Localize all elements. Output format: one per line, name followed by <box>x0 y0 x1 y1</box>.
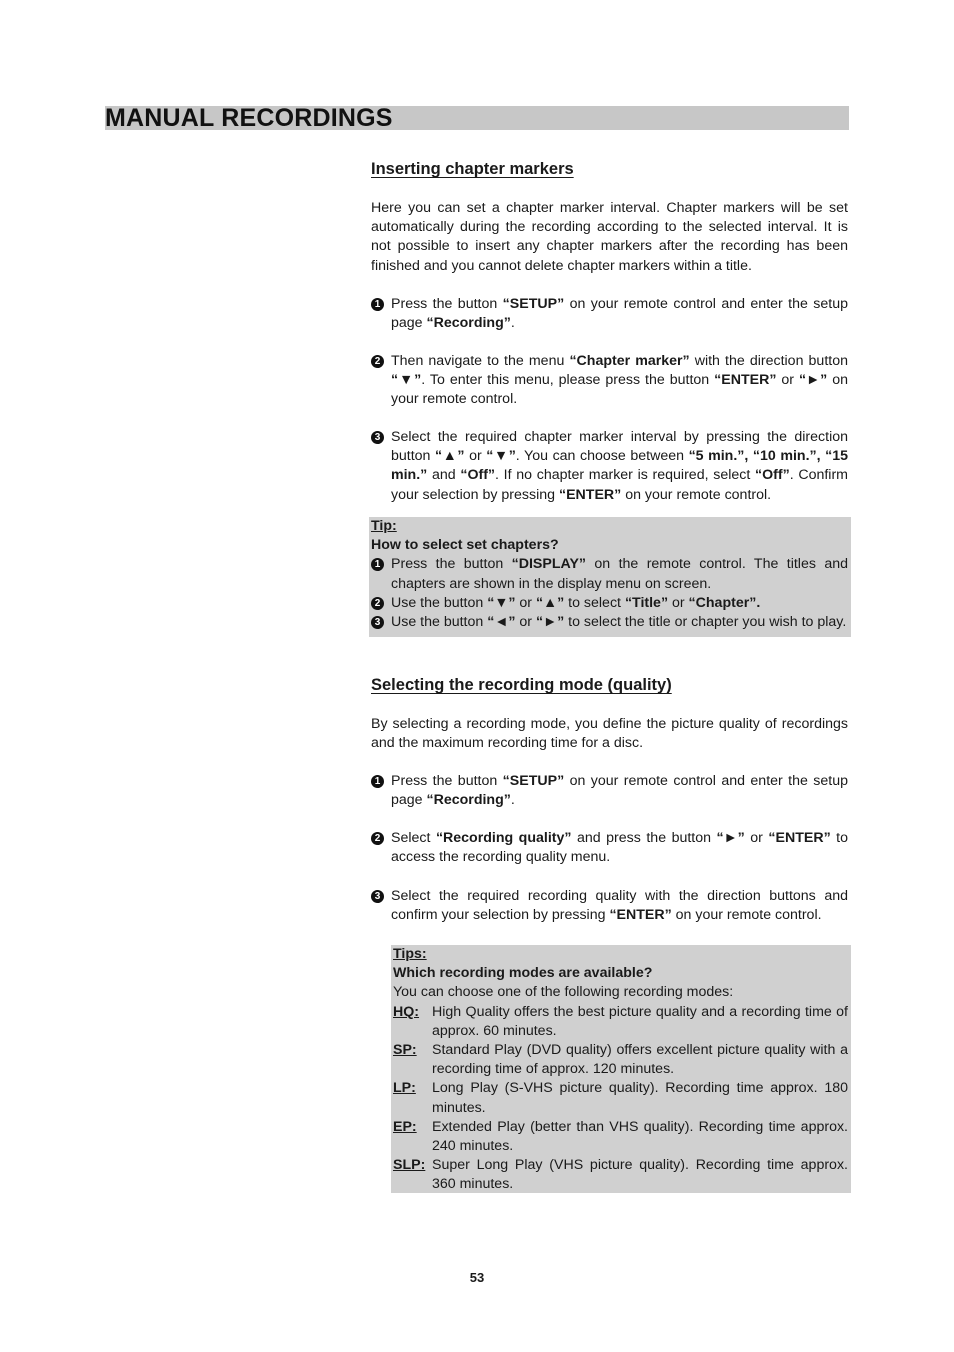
emphasis-text: “▼” <box>486 448 516 465</box>
mode-row-hq <box>393 1003 848 1041</box>
tip-label: Tip: <box>371 518 397 534</box>
step-number-badge: 1 <box>371 558 384 571</box>
step-text: Press the button “SETUP” on your remote control and enter the setup page “Recording”. <box>391 296 849 332</box>
chapter-tip-box <box>369 517 851 637</box>
emphasis-text: “ENTER” <box>609 907 672 924</box>
step-text: Then navigate to the menu “Chapter marker” with the direction button “▼”. To enter this menu, please press the button “ENTER” or “►” on your remote control. <box>391 353 848 408</box>
emphasis-text: “Recording” <box>426 792 511 809</box>
emphasis-text: “Off” <box>755 467 790 484</box>
step-number-badge: 1 <box>371 298 384 311</box>
emphasis-text: “Recording quality” <box>435 830 572 846</box>
tip-step-text: Use the button “▼” or “▲” to select “Title” or “Chapter”. <box>391 594 761 611</box>
section-heading-recording-mode: Selecting the recording mode (quality) <box>371 676 672 694</box>
quality-step-2 <box>371 829 848 867</box>
emphasis-text: “Title” <box>624 594 669 611</box>
mode-row-slp <box>393 1156 848 1194</box>
mode-row-ep <box>393 1118 848 1156</box>
emphasis-text: “DISPLAY” <box>511 556 586 573</box>
mode-description: Standard Play (DVD quality) offers excellent picture quality with a recording time of approx. 120 minutes. <box>432 1042 848 1078</box>
step-number-badge: 2 <box>371 355 384 368</box>
tip-step-text: Press the button “DISPLAY” on the remote control. The titles and chapters are shown in the display menu on screen. <box>391 556 848 592</box>
mode-code: SLP: <box>393 1157 426 1174</box>
step-number-badge: 3 <box>371 431 384 444</box>
section-heading-chapter-markers: Inserting chapter markers <box>371 160 574 178</box>
emphasis-text: “▼” <box>487 594 516 611</box>
emphasis-text: “SETUP” <box>502 296 565 312</box>
chapter-step-2 <box>371 352 848 410</box>
step-text: Select the required chapter marker interval by pressing the direction button “▲” or “▼”. You can choose between “5 min.”, “10 min.”, “15 min.” and “Off”. If no chapter marker is required, select “Off”. Confirm your selection by pressing “ENTER” on your remote control. <box>391 429 848 503</box>
emphasis-text: “Off” <box>460 467 496 484</box>
emphasis-text: “►” <box>535 614 565 631</box>
tip-step-1 <box>371 555 851 593</box>
title-banner <box>105 106 849 130</box>
tip-step-text: Use the button “◄” or “►” to select the title or chapter you wish to play. <box>391 614 847 631</box>
emphasis-text: “►” <box>799 372 828 389</box>
tips-label: Tips: <box>393 946 427 962</box>
tips-question: Which recording modes are available? <box>393 965 653 982</box>
mode-code: LP: <box>393 1080 416 1097</box>
emphasis-text: “ENTER” <box>768 830 831 846</box>
step-number-badge: 2 <box>371 832 384 845</box>
step-number-badge: 1 <box>371 775 384 788</box>
mode-code: HQ: <box>393 1003 420 1020</box>
step-number-badge: 2 <box>371 597 384 610</box>
tip-question: How to select set chapters? <box>371 537 559 554</box>
tip-step-3 <box>371 613 851 632</box>
mode-description: High Quality offers the best picture quality and a recording time of approx. 60 minutes. <box>432 1003 848 1039</box>
step-number-badge: 3 <box>371 890 384 903</box>
step-text: Press the button “SETUP” on your remote control and enter the setup page “Recording”. <box>391 773 849 809</box>
emphasis-text: “►” <box>716 830 745 846</box>
step-text: Select “Recording quality” and press the button “►” or “ENTER” to access the recording quality menu. <box>391 830 849 866</box>
step-text: Select the required recording quality with the direction buttons and confirm your selection by pressing “ENTER” on your remote control. <box>391 888 848 924</box>
chapter-step-3 <box>371 428 848 505</box>
tip-step-2 <box>371 594 851 613</box>
quality-tips-box <box>391 945 851 1193</box>
mode-description: Extended Play (better than VHS quality). Recording time approx. 240 minutes. <box>432 1118 848 1155</box>
tips-lead: You can choose one of the following recording modes: <box>393 984 734 1001</box>
emphasis-text: “Chapter marker” <box>569 353 690 369</box>
mode-description: Super Long Play (VHS picture quality). Recording time approx. 360 minutes. <box>432 1157 848 1193</box>
emphasis-text: “SETUP” <box>502 773 565 789</box>
mode-code: EP: <box>393 1118 417 1135</box>
mode-row-lp <box>393 1079 848 1117</box>
page-title: MANUAL RECORDINGS <box>105 104 393 132</box>
emphasis-text: “▲” <box>535 594 565 611</box>
chapter-step-1 <box>371 295 848 333</box>
emphasis-text: “Recording” <box>426 315 511 332</box>
quality-intro-paragraph: By selecting a recording mode, you define the picture quality of recordings and the maximum recording time for a disc. <box>371 716 848 752</box>
emphasis-text: “▲” <box>435 448 465 465</box>
emphasis-text: “ENTER” <box>558 486 622 503</box>
emphasis-text: “◄” <box>487 614 516 631</box>
mode-row-sp <box>393 1041 848 1079</box>
emphasis-text: “Chapter”. <box>688 594 761 611</box>
emphasis-text: “5 min.”, “10 min.”, “15 min.” <box>391 448 848 484</box>
step-number-badge: 3 <box>371 616 384 629</box>
mode-description: Long Play (S-VHS picture quality). Recording time approx. 180 minutes. <box>432 1080 848 1116</box>
mode-code: SP: <box>393 1042 417 1059</box>
emphasis-text: “▼” <box>391 372 422 389</box>
quality-step-1 <box>371 772 848 810</box>
chapter-intro-paragraph: Here you can set a chapter marker interval. Chapter markers will be set automatically during the recording according to the selected interval. It is not possible to insert any chapter markers after the recording has been finished and you cannot delete chapter markers within a title. <box>371 200 848 274</box>
page-number: 53 <box>469 1270 485 1285</box>
quality-step-3 <box>371 887 848 925</box>
emphasis-text: “ENTER” <box>714 372 777 389</box>
